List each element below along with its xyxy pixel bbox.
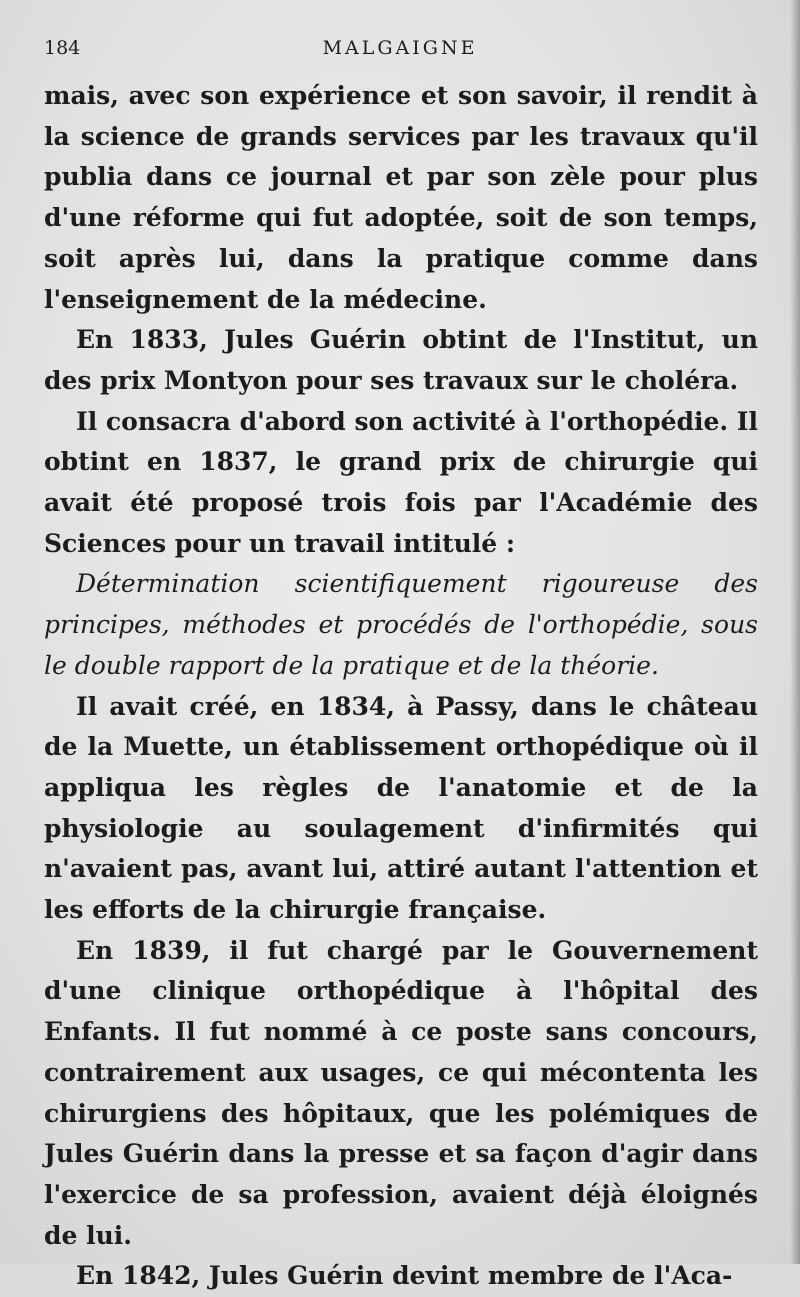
running-head: MALGAIGNE xyxy=(322,37,478,59)
page-number: 184 xyxy=(44,37,81,59)
body-text xyxy=(44,76,758,1297)
paragraph-passy-establishment: Il avait créé, en 1834, à Passy, dans le château de la Muette, un établissement orthopédique où il appliqua les règles de l'anatomie et de la physiologie au soulagement d'infirmités qui n'avaient pas, avant lui, attiré autant l'attention et les efforts de la chirurgie française. xyxy=(44,691,758,925)
paragraph-work-title: Détermination scientifiquement rigoureuse des principes, méthodes et procédés de l'orthopédie, sous le double rapport de la pratique et de la théorie. xyxy=(44,569,758,680)
paragraph-academy-membership: En 1842, Jules Guérin devint membre de l'Aca- xyxy=(76,1261,733,1291)
paragraph-orthopedics: Il consacra d'abord son activité à l'orthopédie. Il obtint en 1837, le grand prix de chirurgie qui avait été proposé trois fois par l'Académie des Sciences pour un travail intitulé : xyxy=(44,406,758,558)
paragraph-continuation: mais, avec son expérience et son savoir, il rendit à la science de grands services par les travaux qu'il publia dans ce journal et par son zèle pour plus d'une réforme qui fut adoptée, soit de son temps, soit après lui, dans la pratique comme dans l'enseignement de la médecine. xyxy=(44,81,758,314)
paragraph-montyon-prize: En 1833, Jules Guérin obtint de l'Institut, un des prix Montyon pour ses travaux sur le choléra. xyxy=(44,325,758,395)
page-header xyxy=(44,37,756,65)
paragraph-clinic-appointment: En 1839, il fut chargé par le Gouvernement d'une clinique orthopédique à l'hôpital des Enfants. Il fut nommé à ce poste sans concours, contrairement aux usages, ce qui mécontenta les chirurgiens des hôpitaux, que les polémiques de Jules Guérin dans la presse et sa façon d'agir dans l'exercice de sa profession, avaient déjà éloignés de lui. xyxy=(44,935,758,1250)
page-spine-shadow xyxy=(790,0,800,1264)
